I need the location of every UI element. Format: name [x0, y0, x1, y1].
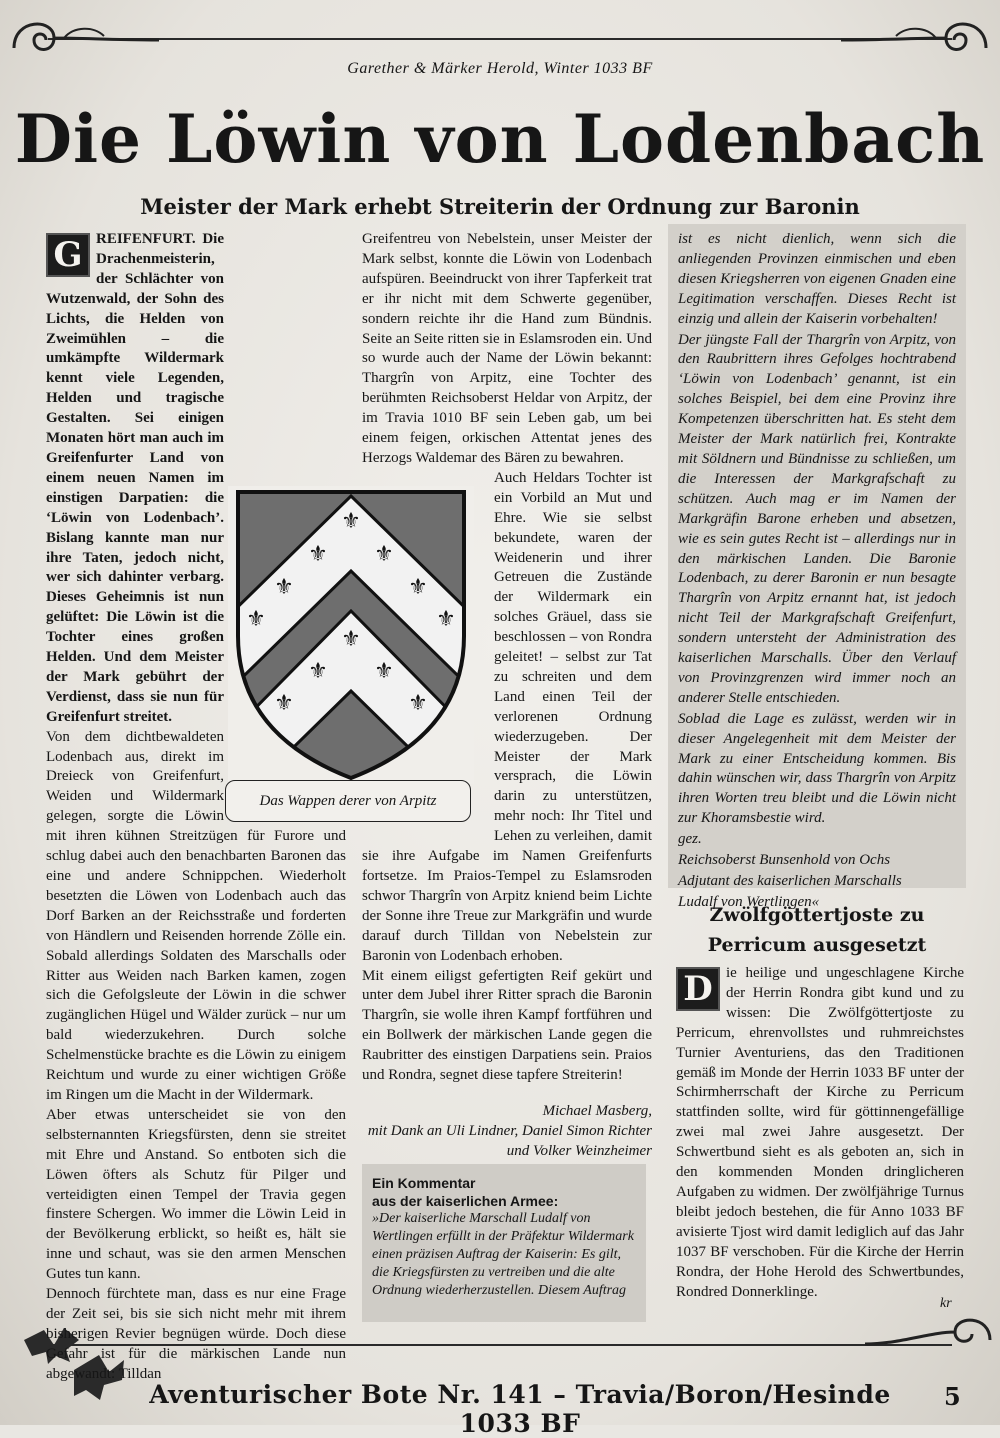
corner-scroll-ornament-right [836, 8, 996, 68]
svg-text:⚜: ⚜ [408, 691, 428, 716]
svg-text:⚜: ⚜ [408, 575, 428, 600]
svg-text:⚜: ⚜ [341, 627, 361, 652]
second-article-title: Zwölfgöttertjoste zu Perricum ausgesetzt [707, 904, 927, 956]
svg-text:⚜: ⚜ [308, 659, 328, 684]
paragraph: Soblad die Lage es zulässt, werden wir in dieser Angelegenheit mit dem Meister der Mark zu einer Entscheidung kommen. Bis dahin wünschen wir, dass Thargrîn von Arpitz ihren Worten treu bleibt und die Löwin nicht zur Khoramsbestie wird. [678, 710, 956, 827]
author-signature: mit Dank an Uli Lindner, Daniel Simon Richter [367, 1122, 652, 1139]
signature-line: Adjutant des kaiserlichen Marschalls [678, 873, 902, 889]
svg-text:⚜: ⚜ [274, 691, 294, 716]
comment-heading: aus der kaiserlichen Armee: [372, 1193, 559, 1209]
svg-text:⚜: ⚜ [341, 509, 361, 534]
page-number: 5 [944, 1382, 961, 1411]
bottom-right-scroll-ornament [860, 1300, 1000, 1360]
paragraph: Dennoch fürchtete man, dass es nur eine Frage der Zeit sei, bis sie sich nicht mehr mit ihrem bisherigen Revier begnügen würde. Doch diese Gefahr ist für die märkischen Lande nun abgewandt: Tilldan [46, 1286, 346, 1382]
comment-heading: Ein Kommentar [372, 1175, 476, 1191]
article-title: Die Löwin von Lodenbach [14, 100, 986, 178]
svg-text:⚜: ⚜ [436, 607, 456, 632]
svg-text:⚜: ⚜ [274, 575, 294, 600]
coat-of-arms-caption: Das Wappen derer von Arpitz [225, 780, 471, 822]
dateline: REIFENFURT. [96, 231, 196, 247]
svg-text:⚜: ⚜ [374, 542, 394, 567]
paragraph: Auch Heldars Tochter ist ein Vorbild an Mut und Ehre. Wie sie selbst bekundete, waren der Weidenerin und ihrer Getreuen die Zustände der Wildermark ein solches Gräuel, dass sie beschlossen – von Rondra geleitet! – selbst zur Tat zu schreiten und dem Land einen Teil der verlorenen Ordnung wiederzugeben. Der Meister der Mark versprach, die Löwin darin zu unterstützen, mehr noch: Ihr Titel und Lehen zu verleihen, damit sie ihre Aufgabe im Namen Greifenfurts fortsetze. Im Praios-Tempel zu Eslamsroden schwor Thargrîn von Arpitz kniend beim Lichte der Sonne ihre Treue zur Markgräfin und wurde darauf durch Tilldan von Nebelstein zur Baronin von Lodenbach erhoben. [362, 469, 652, 964]
page-footer: Aventurischer Bote Nr. 141 – Travia/Boron/Hesinde 1033 BF [149, 1380, 891, 1438]
top-border-line [48, 38, 952, 40]
signature-line: Reichsoberst Bunsenhold von Ochs [678, 852, 891, 869]
commentary-column [678, 230, 956, 914]
second-article-body [676, 964, 964, 1302]
corner-scroll-ornament-left [4, 8, 164, 68]
svg-text:⚜: ⚜ [308, 542, 328, 567]
paragraph: Greifentreu von Nebelstein, unser Meister der Mark selbst, konnte die Löwin von Lodenbach aufspüren. Beeindruckt von ihrer Tapferkeit trat er ihr nicht mit dem Schwerte gegenüber, sondern reichte ihr die Hand zum Bündnis. Seite an Seite ritten sie in Eslamsroden ein. Und so wurde auch der Name der Löwin bekannt: Thargrîn von Arpitz, eine Tochter des berühmten Reichsoberst Heldar von Arpitz, der im Travia 1010 BF sein Leben gab, um bei einem feigen, orkischen Attentat jenes des Herzogs Waldemar des Bären zu bewahren. [362, 231, 652, 466]
paragraph: Der jüngste Fall der Thargrîn von Arpitz, von den Raubrittern ihres Gefolges hochtrabend ‘Löwin von Lodenbach’ genannt, ist ein solches Beispiel, bei dem eine Provinz ihre Kompetenzen überschritten hat. Es steht dem Meister der Mark natürlich frei, Kontrakte mit Söldnern und Bündnisse zu schließen, um die Interessen der Markgrafschaft zu schützen. Auch mag er im Namen der Markgräfin Barone erheben und absetzen, wie es sein gutes Recht ist – allerdings nur in den märkischen Landen. Die Baronie Lodenbach, zu derer Baronin er nun besagte Thargrîn von Arpitz ernannt hat, ist jedoch nicht Teil der Markgrafschaft Greifenfurt, sondern untersteht der Administration des kaiserlichen Marschalls. Über den Verlauf von Provinzgrenzen wird immer noch an anderer Stelle entschieden. [678, 331, 956, 706]
paragraph: Von dem dichtbewaldeten Lodenbach aus, direkt im Dreieck von Greifenfurt, Weiden und Wildermark gelegen, sorgte die Löwin mit ihren kühnen Streitzügen für Furore und schlug dabei auch den benachbarten Baronen das eine und andere Schnippchen. Wiederholt besetzten die Löwen von Lodenbach auch das Dorf Barken an der Reichsstraße und forderten von Händlern und Reisenden horrende Zölle ein. Sobald allerdings Soldaten des Marschalls oder Ritter aus Weiden nach Barken kamen, zogen sich die Gefolgsleute der Löwin in die schwer zugänglichen Hügel und Wälder zurück – nur um bald wiederzukehren. Durch solche Schelmenstücke brachte es die Löwin zu einigem Reichtum und wurde zu einer wichtigen Größe im Ringen um die Macht in der Wildermark. [46, 728, 346, 1103]
signature-line: Ludalf von Wertlingen« [678, 893, 820, 910]
comment-body: »Der kaiserliche Marschall Ludalf von Wertlingen erfüllt in der Präfektur Wildermark einen präzisen Auftrag der Kaiserin: Es gilt, die Kriegsfürsten zu vertreiben und die alte Ordnung wiederherzustellen. Diesem Auftrag [372, 1211, 634, 1298]
coat-of-arms-shield-icon [228, 486, 474, 784]
coat-of-arms-figure [228, 486, 474, 784]
second-article-text: ie heilige und ungeschlagene Kirche der Herrin Rondra gibt kund und zu wissen: Die Zwölfgöttertjoste zu Perricum, ehrenvollstes und ruhmreichstes Turnier Aventuriens, das den Traditionen gemäß im Monde der Herrin 1033 BF unter der Schirmherrschaft der Kirche zu Perricum stattfinden sollte, wird für göttinnengefällige zwei mal zwei Jahre ausgesetzt. Der Schwertbund sieht es als geboten an, sich in den kommenden Monden dringlicheren Aufgaben zu widmen. Der zwölfjährige Turnus bleibt jedoch bestehen, die für Anno 1033 BF avisierte Tjost wird damit lediglich auf das Jahr 1037 BF verschoben. Für die Kirche der Herrin Rondra, der Hohe Herold des Schwertbundes, Rondred Donnerklinge. [676, 965, 964, 1300]
paragraph [676, 964, 964, 1302]
drop-cap-initial: G [46, 233, 90, 277]
publication-line: Garether & Märker Herold, Winter 1033 BF [347, 60, 653, 77]
comment-box [362, 1164, 646, 1322]
author-signature: und Volker Weinzheimer [506, 1142, 652, 1159]
author-initials: kr [940, 1296, 952, 1311]
signature-gez: gez. [678, 831, 702, 848]
paragraph: ist es nicht dienlich, wenn sich die anliegenden Provinzen einmischen und eben diesen Kriegsherren von eigenen Gnaden eine Legitimation verschaffen. Dieses Recht ist einzig und allein der Kaiserin vorbehalten! [678, 231, 956, 327]
article-subtitle: Meister der Mark erhebt Streiterin der Ordnung zur Baronin [140, 194, 860, 219]
lead-text: Die Drachenmeisterin, der Schlächter von Wutzenwald, der Sohn des Lichts, die Helden von Zweimühlen – die umkämpfte Wildermark kennt viele Legenden, Helden und tragische Gestalten. Sei einigen Monaten hört man auch im Greifenfurter Land von einem neuen Namen im einstigen Darpatien: die ‘Löwin von Lodenbach’. Bislang kannte man nur ihre Taten, jedoch nicht, wer sich dahinter verbarg. Dieses Geheimnis ist nun gelüftet: Die Löwin ist die Tochter eines großen Helden. Und dem Meister der Mark gebührt der Verdienst, dass sie nun für Greifenfurt streitet. [46, 231, 224, 725]
paragraph: Mit einem eiligst gefertigten Reif gekürt und unter dem Jubel ihrer Ritter sprach die Baronin Thargrîn, sie wolle ihren Kampf fortführen und ein Bollwerk der märkischen Lande gegen die Raubritter des einstigen Darpatiens sein. Praios und Rondra, segnet diese tapfere Streiterin! [362, 967, 652, 1084]
drop-cap-initial: D [676, 967, 720, 1011]
svg-text:⚜: ⚜ [246, 607, 266, 632]
paragraph: Aber etwas unterscheidet sie von den selbsternannten Kriegsfürsten, denn sie streitet mit Ehre und Anstand. So entboten sich die Löwen öfters als Schutz für Pilger und verteidigten einen Tempel der Travia gegen finstere Schergen. Wo immer die Löwin Leid in der Bevölkerung erblickt, so heißt es, hält sie inne und schaut, was sie den armen Menschen Gutes tun kann. [46, 1106, 346, 1283]
svg-text:⚜: ⚜ [374, 659, 394, 684]
author-signature: Michael Masberg, [542, 1102, 652, 1119]
